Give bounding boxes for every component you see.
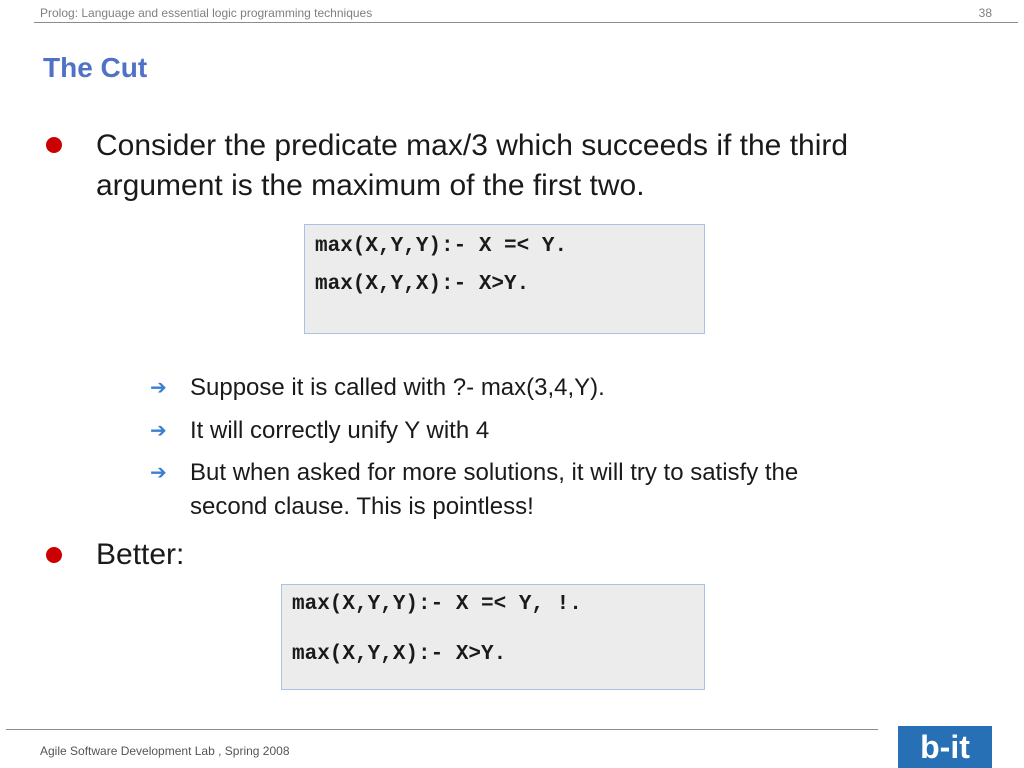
bit-logo: b-it (898, 726, 992, 768)
bullet-2-text: Better: (96, 538, 185, 571)
sub-bullet-2-text: It will correctly unify Y with 4 (190, 417, 490, 444)
arrow-right-icon: ➔ (150, 377, 167, 399)
header-course-title: Prolog: Language and essential logic programming techniques (40, 6, 373, 20)
footer-divider (6, 729, 878, 730)
header-divider (34, 22, 1018, 23)
code-block-original (304, 224, 705, 334)
arrow-right-icon: ➔ (150, 462, 167, 484)
bullet-dot-1 (46, 137, 62, 153)
sub-bullet-3-text-line-2: second clause. This is pointless! (190, 493, 534, 520)
code-line: max(X,Y,Y):- X =< Y. (315, 235, 568, 258)
code-line: max(X,Y,X):- X>Y. (292, 643, 507, 666)
slide-number: 38 (978, 6, 992, 20)
code-block-with-cut (281, 584, 705, 690)
sub-bullet-3-text-line-1: But when asked for more solutions, it will try to satisfy the (190, 459, 799, 486)
sub-bullet-1-text: Suppose it is called with ?- max(3,4,Y). (190, 374, 605, 401)
code-line: max(X,Y,X):- X>Y. (315, 273, 530, 296)
code-line: max(X,Y,Y):- X =< Y, !. (292, 593, 582, 616)
bullet-dot-2 (46, 547, 62, 563)
arrow-right-icon: ➔ (150, 420, 167, 442)
footer-text: Agile Software Development Lab , Spring 2008 (40, 744, 290, 758)
slide-title: The Cut (43, 52, 148, 83)
bullet-1-text-line-1: Consider the predicate max/3 which succeeds if the third (96, 129, 849, 162)
bullet-1-text-line-2: argument is the maximum of the first two. (96, 169, 645, 202)
